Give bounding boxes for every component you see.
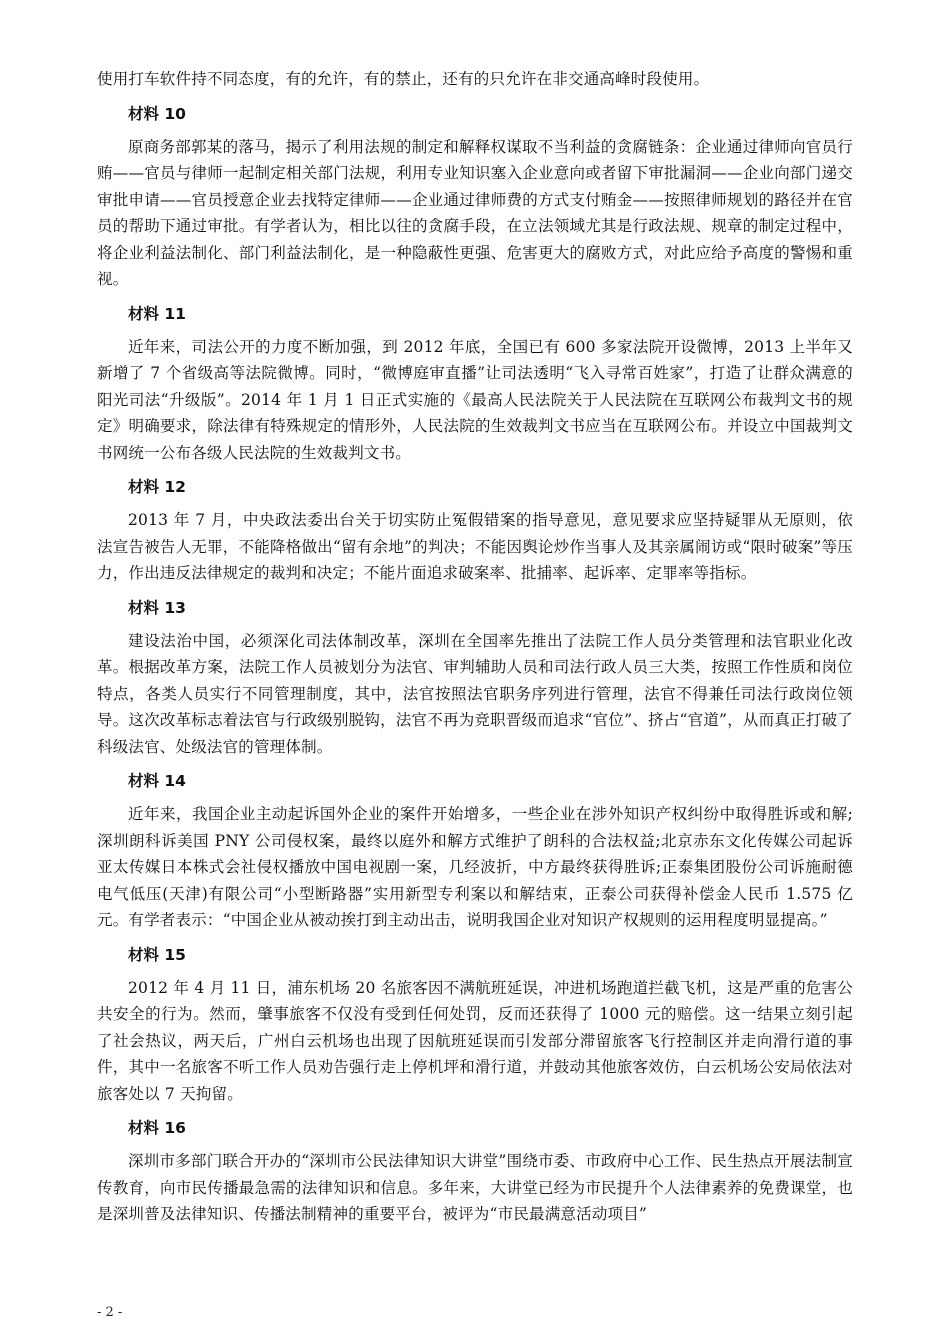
document-body <box>97 66 853 1228</box>
section-material-13 <box>97 596 853 761</box>
section-paragraph: 原商务部郭某的落马，揭示了利用法规的制定和解释权谋取不当利益的贪腐链条：企业通过律师向官员行贿——官员与律师一起制定相关部门法规，利用专业知识塞入企业意向或者留下审批漏洞——企业向部门递交审批申请——官员授意企业去找特定律师——企业通过律师费的方式支付贿金——按照律师规划的路径并在官员的帮助下通过审批。有学者认为，相比以往的贪腐手段，在立法领域尤其是行政法规、规章的制定过程中，将企业利益法制化、部门利益法制化，是一种隐蔽性更强、危害更大的腐败方式，对此应给予高度的警惕和重视。 <box>97 137 853 288</box>
section-heading: 材料 10 <box>128 104 186 123</box>
section-material-15 <box>97 943 853 1108</box>
section-heading: 材料 11 <box>128 304 186 323</box>
section-paragraph: 2012 年 4 月 11 日，浦东机场 20 名旅客因不满航班延误，冲进机场跑道拦截飞机，这是严重的危害公共安全的行为。然而，肇事旅客不仅没有受到任何处罚，反而还获得了 1000 元的赔偿。这一结果立刻引起了社会热议，两天后，广州白云机场也出现了因航班延误而引发部分滞留旅客飞行控制区并走向滑行道的事件，其中一名旅客不听工作人员劝告强行走上停机坪和滑行道，并鼓动其他旅客效仿，白云机场公安局依法对旅客处以 7 天拘留。 <box>97 978 853 1103</box>
section-material-11 <box>97 302 853 467</box>
section-heading: 材料 15 <box>128 945 186 964</box>
section-heading: 材料 12 <box>128 478 186 496</box>
section-heading: 材料 14 <box>128 772 186 790</box>
section-paragraph: 近年来，司法公开的力度不断加强，到 2012 年底，全国已有 600 多家法院开设微博，2013 上半年又新增了 7 个省级高等法院微博。同时，“微博庭审直播”让司法透明“飞入寻常百姓家”，打造了让群众满意的阳光司法“升级版”。2014 年 1 月 1 日正式实施的《最高人民法院关于人民法院在互联网公布裁判文书的规定》明确要求，除法律有特殊规定的情形外，人民法院的生效裁判文书应当在互联网公布。并设立中国裁判文书网统一公布各级人民法院的生效裁判文书。 <box>97 337 853 462</box>
section-paragraph: 建设法治中国，必须深化司法体制改革，深圳在全国率先推出了法院工作人员分类管理和法官职业化改革。根据改革方案，法院工作人员被划分为法官、审判辅助人员和司法行政人员三大类，按照工作性质和岗位特点，各类人员实行不同管理制度，其中，法官按照法官职务序列进行管理，法官不得兼任司法行政岗位领导。这次改革标志着法官与行政级别脱钩，法官不再为竞职晋级而追求“官位”、挤占“官道”，从而真正打破了科级法官、处级法官的管理体制。 <box>97 631 853 756</box>
page-number: - 2 - <box>97 1305 123 1320</box>
section-paragraph: 近年来，我国企业主动起诉国外企业的案件开始增多，一些企业在涉外知识产权纠纷中取得胜诉或和解;深圳朗科诉美国 PNY 公司侵权案，最终以庭外和解方式维护了朗科的合法权益;北京赤东文化传媒公司起诉亚太传媒日本株式会社侵权播放中国电视剧一案，几经波折，中方最终获得胜诉;正泰集团股份公司诉施耐德电气低压(天津)有限公司“小型断路器”实用新型专利案以和解结束，正泰公司获得补偿金人民币 1.575 亿元。有学者表示：“中国企业从被动挨打到主动出击，说明我国企业对知识产权规则的运用程度明显提高。” <box>97 805 853 929</box>
section-heading: 材料 16 <box>128 1119 186 1137</box>
section-material-10 <box>97 102 853 293</box>
section-material-12 <box>97 475 853 587</box>
section-heading: 材料 13 <box>128 598 186 617</box>
section-material-14 <box>97 769 853 934</box>
section-paragraph: 2013 年 7 月，中央政法委出台关于切实防止冤假错案的指导意见，意见要求应坚持疑罪从无原则，依法宣告被告人无罪，不能降格做出“留有余地”的判决；不能因舆论炒作当事人及其亲属闹访或“限时破案”等压力，作出违反法律规定的裁判和决定；不能片面追求破案率、批捕率、起诉率、定罪率等指标。 <box>97 511 853 582</box>
intro-continuation: 使用打车软件持不同态度，有的允许，有的禁止，还有的只允许在非交通高峰时段使用。 <box>97 70 710 88</box>
section-paragraph: 深圳市多部门联合开办的“深圳市公民法律知识大讲堂”围绕市委、市政府中心工作、民生热点开展法制宣传教育，向市民传播最急需的法律知识和信息。多年来，大讲堂已经为市民提升个人法律素养的免费课堂，也是深圳普及法律知识、传播法制精神的重要平台，被评为“市民最满意活动项目” <box>97 1152 853 1223</box>
section-material-16 <box>97 1116 853 1228</box>
